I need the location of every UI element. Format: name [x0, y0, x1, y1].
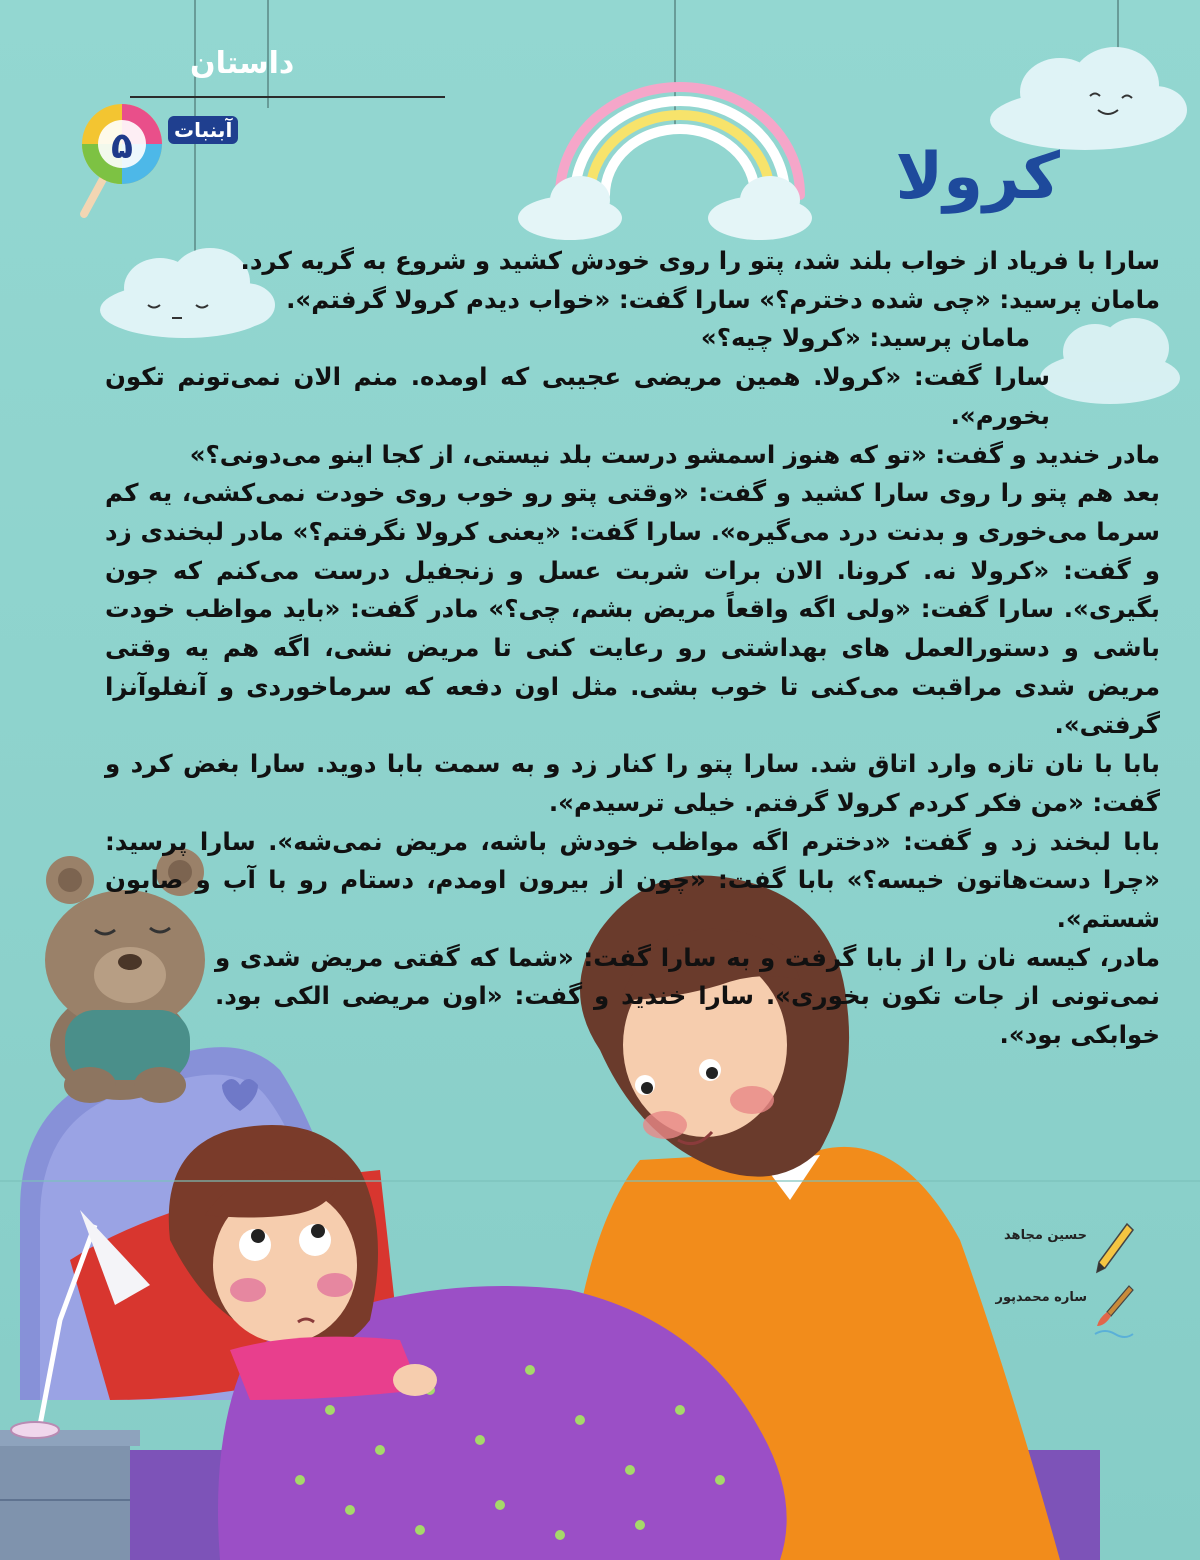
brand-logo: آبنبات [168, 116, 238, 144]
illustrator-name: ساره محمدپور [995, 1290, 1087, 1305]
story-paragraph: مادر، کیسه نان را از بابا گرفت و به سارا گفت: «شما که گفتی مریض شدی و نمی‌تونی از جات تکون بخوری». سارا خندید و گفت: «اون مریضی الکی بود. خوابکی بود». [215, 942, 1160, 1050]
paintbrush-icon [1091, 1282, 1135, 1342]
cloud-top-right [990, 47, 1187, 150]
story-paragraph: مامان پرسید: «چی شده دخترم؟» سارا گفت: «خواب دیدم کرولا گرفتم». [286, 284, 1160, 314]
wall-line [0, 1180, 1200, 1182]
story-paragraph: بابا با نان تازه وارد اتاق شد. سارا پتو را کنار زد و به سمت بابا دوید. سارا بغض کرد و گفت: «من فکر کردم کرولا گرفتم. خیلی ترسیدم». [105, 749, 1160, 817]
story-text [105, 242, 1160, 1055]
story-paragraph: سارا با فریاد از خواب بلند شد، پتو را روی خودش کشید و شروع به گریه کرد. [240, 246, 1160, 275]
story-paragraph: مادر خندید و گفت: «تو که هنوز اسمشو درست بلد نیستی، از کجا اینو می‌دونی؟» [189, 439, 1160, 469]
lollipop-icon [64, 96, 164, 226]
bedside-table [0, 1430, 140, 1560]
story-paragraph: بابا لبخند زد و گفت: «دخترم اگه مواظب خودش باشه، مریض نمی‌شه». سارا پرسید: «چرا دست‌هاتون خیسه؟» بابا گفت: «چون از بیرون اومدم، دستام رو با آب و صابون شستم». [105, 826, 1160, 933]
issue-number: ۵ [111, 126, 133, 167]
story-paragraph: مامان پرسید: «کرولا چیه؟» [700, 323, 1030, 353]
header-rule [130, 96, 445, 98]
magazine-header [30, 40, 430, 180]
story-paragraph: سارا گفت: «کرولا. همین مریضی عجیبی که اومده. منم الان نمی‌تونم تکون بخورم». [105, 362, 1050, 430]
illustrator-credit [985, 1282, 1135, 1344]
credits [985, 1220, 1135, 1344]
writer-name: حسین مجاهد [1004, 1228, 1087, 1243]
story-paragraph: بعد هم پتو را روی سارا کشید و گفت: «وقتی پتو رو خوب روی خودت نمی‌کشی، یه کم سرما می‌خوری و بدنت درد می‌گیره». سارا گفت: «یعنی کرولا نگرفتم؟» مادر لبخندی زد و گفت: «کرولا نه. کرونا. الان برات شربت عسل و زنجفیل درست می‌کنم که جون بگیری». سارا گفت: «ولی اگه واقعاً مریض بشم، چی؟» مادر گفت: «باید مواظب خودت باشی و دستورالعمل های بهداشتی رو رعایت کنی تا مریض نشی، اگه هم یه وقتی مریض شدی مراقبت می‌کنی تا خوب بشی. مثل اون دفعه که سرماخوردی و آنفلوآنزا گرفتی». [105, 478, 1160, 740]
story-title: کرولا [895, 140, 1060, 214]
writer-credit [985, 1220, 1135, 1282]
pencil-icon [1091, 1220, 1135, 1280]
section-label: داستان [190, 46, 295, 81]
